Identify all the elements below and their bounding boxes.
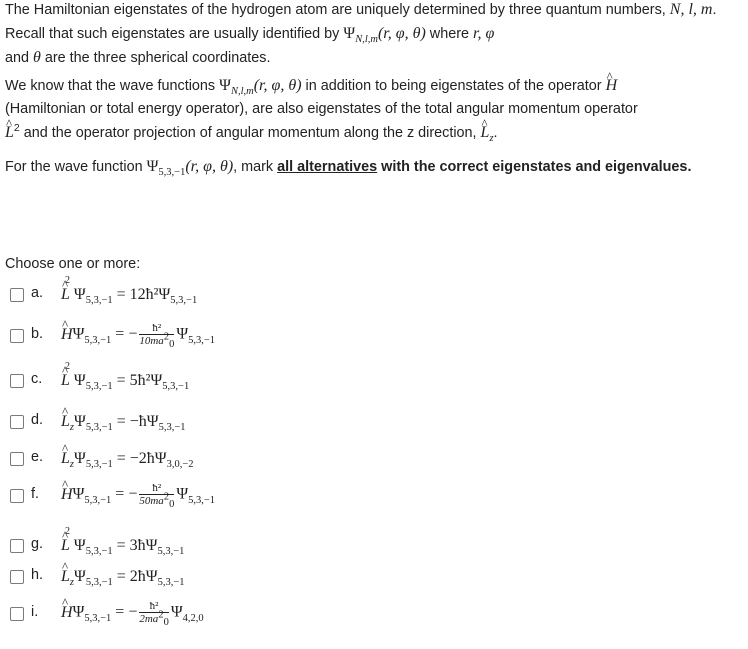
option-h-checkbox[interactable] xyxy=(10,570,24,584)
option-c-letter: c. xyxy=(31,371,43,387)
option-d[interactable] xyxy=(0,411,740,445)
option-a-expression: ^ L 2 $\Psi_{5,3,-1}$ = $12ħ^2\Psi_{5,3,-1}$ xyxy=(61,286,197,304)
option-g-checkbox[interactable] xyxy=(10,539,24,553)
option-d-checkbox[interactable] xyxy=(10,415,24,429)
option-h-letter: h. xyxy=(31,567,44,583)
option-c-checkbox[interactable] xyxy=(10,374,24,388)
option-b-checkbox[interactable] xyxy=(10,329,24,343)
option-e[interactable] xyxy=(0,448,740,482)
option-f-letter: f. xyxy=(31,486,39,502)
option-d-letter: d. xyxy=(31,412,44,428)
option-i-expression: ^ $H\Psi_{5,3,-1}$ = − $\frac{\text{ħ²}}{2ma^2_0}$ $\Psi_{4,2,0}$ xyxy=(61,600,204,626)
intro-paragraph-1: The Hamiltonian eigenstates of the hydrogen atom are uniquely determined by three quantum numbers, N, l, m. Recall that such eigenstates are usually identified by $\Psi_{N,l,m}(r$, φ, θ) where r, φ and θ are the three spherical coordinates. xyxy=(5,1,717,66)
choose-label: Choose one or more: xyxy=(5,256,141,272)
option-h-expression: ^ $L_z\Psi_{5,3,-1}$ = $2ħ\Psi_{5,3,-1}$ xyxy=(61,568,185,586)
option-e-expression: ^ $L_z\Psi_{5,3,-1}$ = $-2ħ\Psi_{3,0,-2}$ xyxy=(61,450,194,468)
option-a-letter: a. xyxy=(31,285,44,301)
option-b-expression: ^ $H\Psi_{5,3,-1}$ = − $\frac{\text{ħ²}}{10ma^2_0}$ $\Psi_{5,3,-1}$ xyxy=(61,322,215,348)
option-f-checkbox[interactable] xyxy=(10,489,24,503)
option-f[interactable] xyxy=(0,482,740,516)
option-g[interactable] xyxy=(0,526,740,569)
option-d-expression: ^ $L_z\Psi_{5,3,-1}$ = $-ħ\Psi_{5,3,-1}$ xyxy=(61,413,186,431)
option-c[interactable] xyxy=(0,361,740,404)
option-i-checkbox[interactable] xyxy=(10,607,24,621)
option-f-expression: ^ $H\Psi_{5,3,-1}$ = − $\frac{\text{ħ²}}{50ma^2_0}$ $\Psi_{5,3,-1}$ xyxy=(61,482,215,508)
intro-paragraph-2: We know that the wave functions $\Psi_{N,l,m}(r$, φ, θ) in addition to being eigenstates of the operator ^ H (Hamiltonian or total energy operator), are also eigenstates of the total angular momentum operator ^ $L^2$ and the operator projection of angular momentum along the z direction, ^ $L_z$. xyxy=(5,74,743,145)
intro-paragraph-3: For the wave function $\Psi_{5,3,-1}(r$, φ, θ), mark all alternatives with the correct eigenstates and eigenvalues. xyxy=(5,158,692,178)
option-e-checkbox[interactable] xyxy=(10,452,24,466)
option-h[interactable] xyxy=(0,566,740,600)
option-a[interactable] xyxy=(0,275,740,318)
option-a-checkbox[interactable] xyxy=(10,288,24,302)
option-b-letter: b. xyxy=(31,326,44,342)
option-g-expression: ^ L 2 $\Psi_{5,3,-1}$ = $3ħ\Psi_{5,3,-1}$ xyxy=(61,537,184,555)
option-e-letter: e. xyxy=(31,449,44,465)
option-c-expression: ^ L 2 $\Psi_{5,3,-1}$ = $5ħ^2\Psi_{5,3,-1}$ xyxy=(61,372,189,390)
option-b[interactable] xyxy=(0,322,740,356)
option-i-letter: i. xyxy=(31,604,39,620)
option-g-letter: g. xyxy=(31,536,44,552)
option-i[interactable] xyxy=(0,600,740,634)
